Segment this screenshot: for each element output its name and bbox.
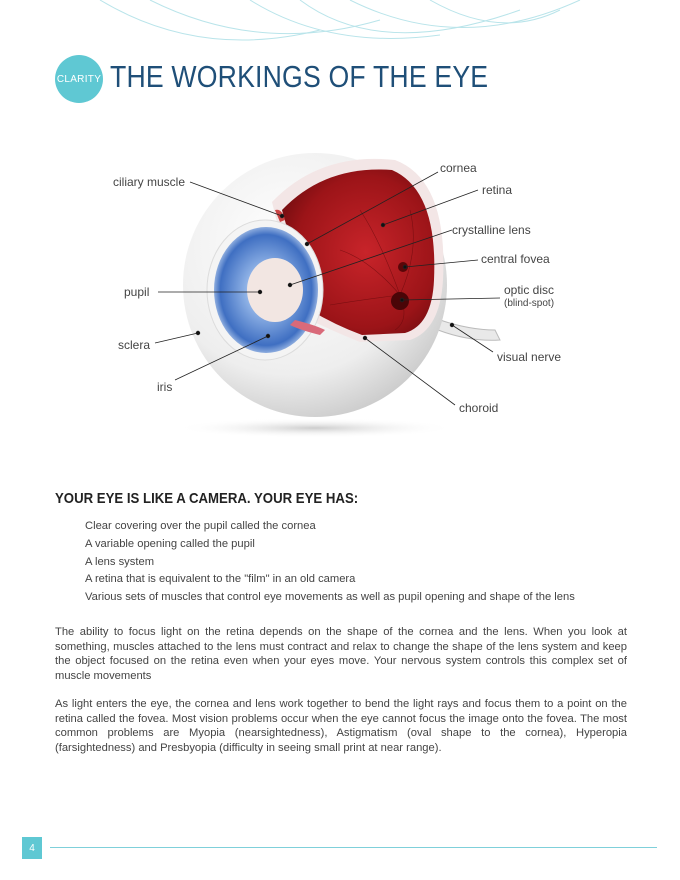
label-pupil: pupil <box>124 285 150 299</box>
label-blind-spot: (blind-spot) <box>504 298 555 309</box>
paragraph-focus: The ability to focus light on the retina depends on the shape of the cornea and the lens. When you look at something, muscles attached to the lens must contract and relax to change the shape of the lens system and keep the object focused on the retina even when your eyes move. Your nervous system controls this complex set of muscle movements <box>55 626 627 682</box>
footer-rule <box>50 847 657 848</box>
page-number: 4 <box>22 837 42 859</box>
label-central-fovea: central fovea <box>481 252 550 266</box>
decorative-arcs <box>0 0 680 50</box>
optic-disc-spot <box>391 292 409 310</box>
paragraph-vision-problems: As light enters the eye, the cornea and lens work together to bend the light rays and focus them to a point on the retina called the fovea. Most vision problems occur when the eye cannot focus the image onto the fovea. The most common problems are Myopia (nearsightedness), Astigmatism (oval shape to the cornea), Hyperopia (farsightedness) and Presbyopia (difficulty in seeing small print at near range). <box>55 698 627 754</box>
label-crystalline-lens: crystalline lens <box>452 223 531 237</box>
page-title: THE WORKINGS OF THE EYE <box>110 59 489 94</box>
label-sclera: sclera <box>118 338 151 352</box>
eye-illustration <box>0 130 680 450</box>
label-optic-disc: optic disc <box>504 283 555 297</box>
eye-shadow <box>175 418 455 438</box>
feature-list <box>85 518 575 607</box>
list-item: A variable opening called the pupil <box>85 537 255 550</box>
list-item: A lens system <box>85 555 155 568</box>
list-item: Clear covering over the pupil called the cornea <box>85 520 316 532</box>
label-visual-nerve: visual nerve <box>497 350 562 364</box>
list-item: A retina that is equivalent to the "film" in an old camera <box>85 573 356 586</box>
list-item: Various sets of muscles that control eye movements as well as pupil opening and shape of the lens <box>85 591 575 604</box>
label-retina: retina <box>482 183 513 197</box>
label-cornea: cornea <box>440 161 477 175</box>
label-choroid: choroid <box>459 401 499 415</box>
section-heading: YOUR EYE IS LIKE A CAMERA. YOUR EYE HAS: <box>55 490 359 507</box>
eye-diagram <box>0 130 680 450</box>
label-ciliary-muscle: ciliary muscle <box>113 175 186 189</box>
lens-shape <box>247 258 303 322</box>
visual-nerve-shape <box>438 320 500 340</box>
label-iris: iris <box>157 380 173 394</box>
clarity-logo: CLARITY <box>55 55 103 103</box>
